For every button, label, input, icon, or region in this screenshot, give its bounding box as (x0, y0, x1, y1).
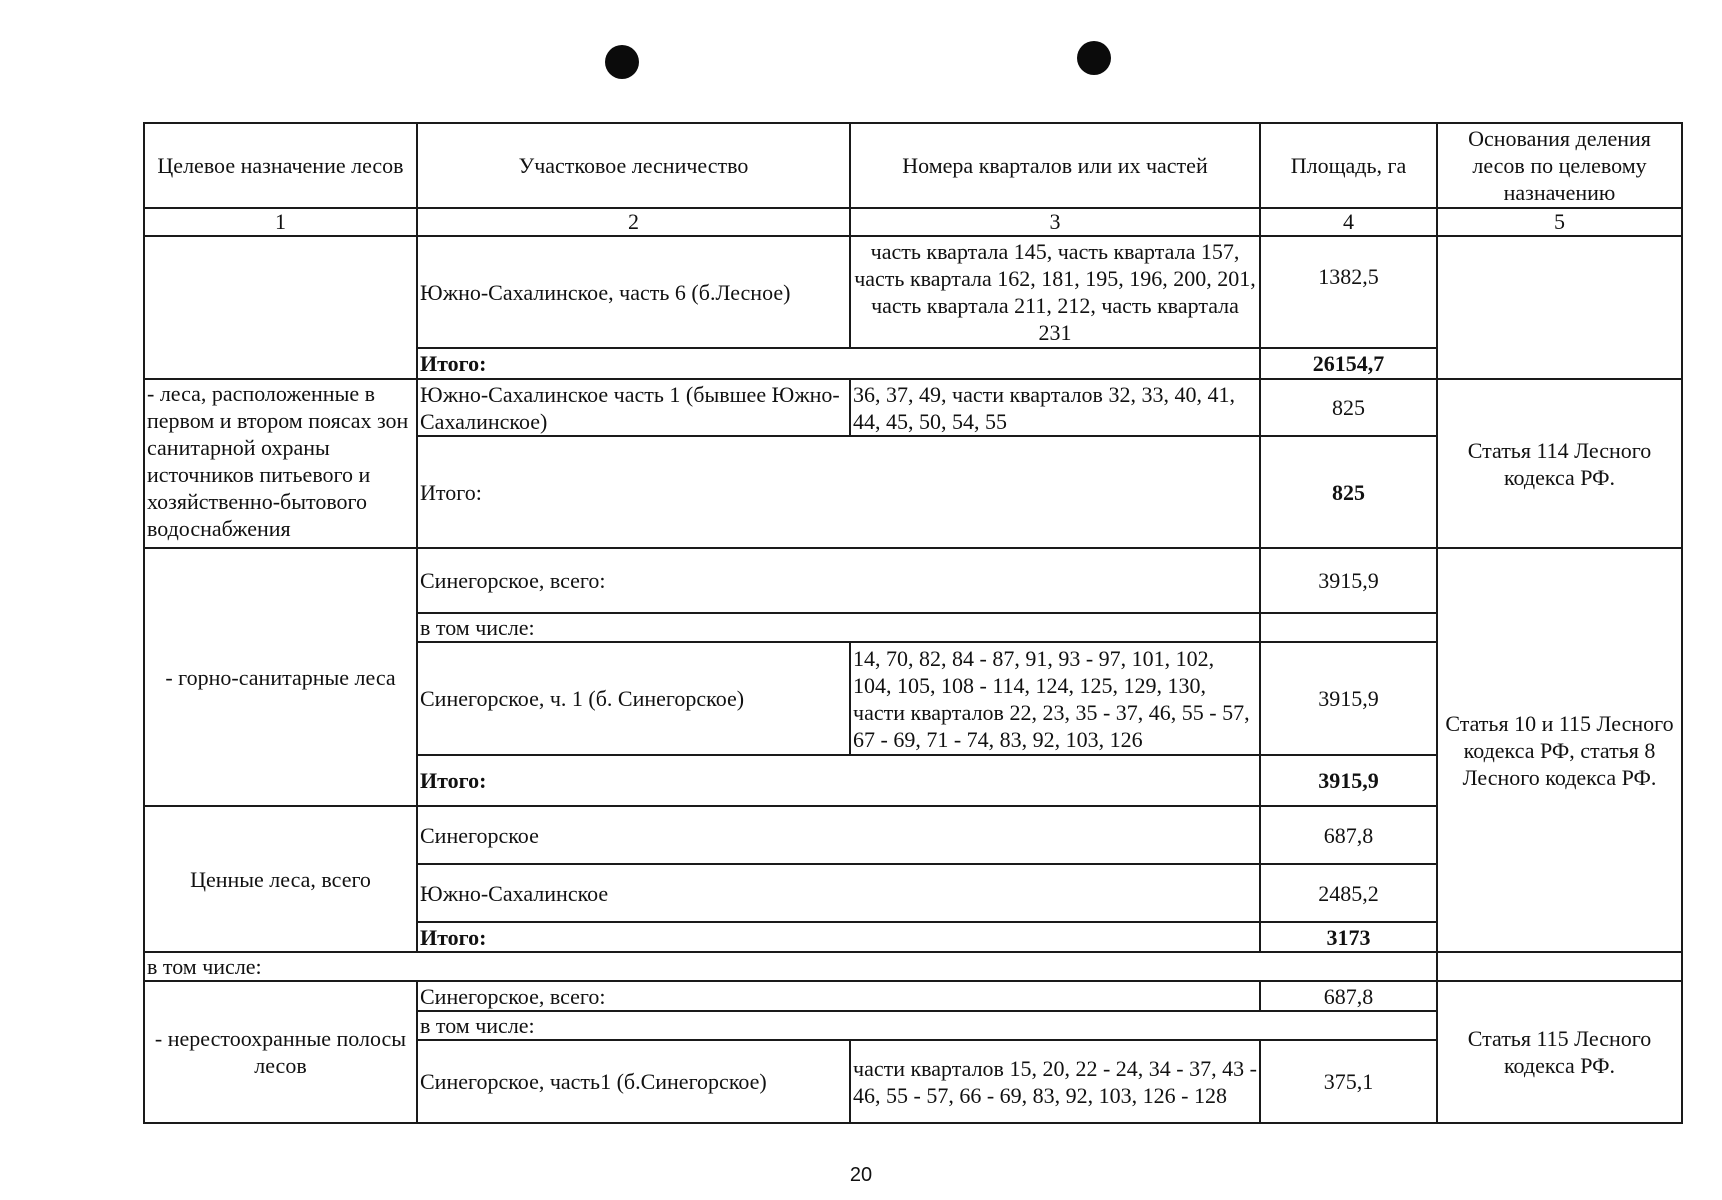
col-number-4: 4 (1260, 208, 1437, 236)
forestry-cell: Южно-Сахалинское часть 1 (бывшее Южно-Сахалинское) (417, 379, 850, 436)
header-basis: Основания деления лесов по целевому назначению (1437, 123, 1682, 208)
forestry-cell: Синегорское, часть1 (б.Синегорское) (417, 1040, 850, 1123)
col-number-3: 3 (850, 208, 1260, 236)
total-label: Итого: (417, 348, 1260, 379)
table-row (144, 981, 1682, 1011)
header-row (144, 123, 1682, 208)
forestry-cell: Синегорское, ч. 1 (б. Синегорское) (417, 642, 850, 755)
total-area: 3915,9 (1260, 755, 1437, 806)
subheading-row (144, 952, 1682, 981)
purpose-cell: Ценные леса, всего (144, 806, 417, 952)
area-cell: 375,1 (1260, 1040, 1437, 1123)
forest-purpose-table (143, 122, 1683, 1124)
purpose-cell: - горно-санитарные леса (144, 548, 417, 806)
quarters-cell: 36, 37, 49, части кварталов 32, 33, 40, 41, 44, 45, 50, 54, 55 (850, 379, 1260, 436)
area-cell-empty (1260, 613, 1437, 642)
basis-cell: Статья 114 Лесного кодекса РФ. (1437, 379, 1682, 548)
total-label: Итого: (417, 755, 1260, 806)
quarters-cell: 14, 70, 82, 84 - 87, 91, 93 - 97, 101, 102, 104, 105, 108 - 114, 124, 125, 129, 130, части кварталов 22, 23, 35 - 37, 46, 55 - 57, 67 - 69, 71 - 74, 83, 92, 103, 126 (850, 642, 1260, 755)
total-label: Итого: (417, 436, 1260, 548)
punch-hole-right (1077, 41, 1111, 75)
forestry-cell: Синегорское (417, 806, 1260, 864)
basis-cell-empty (1437, 236, 1682, 379)
area-cell: 1382,5 (1260, 236, 1437, 348)
table-row (144, 548, 1682, 613)
total-area: 825 (1260, 436, 1437, 548)
total-label: Итого: (417, 922, 1260, 952)
forestry-cell: Синегорское, всего: (417, 981, 1260, 1011)
quarters-cell: часть квартала 145, часть квартала 157, часть квартала 162, 181, 195, 196, 200, 201, часть квартала 211, 212, часть квартала 231 (850, 236, 1260, 348)
punch-hole-left (605, 45, 639, 79)
header-purpose: Целевое назначение лесов (144, 123, 417, 208)
quarters-cell: части кварталов 15, 20, 22 - 24, 34 - 37, 43 - 46, 55 - 57, 66 - 69, 83, 92, 103, 126 - 128 (850, 1040, 1260, 1123)
subheading-label: в том числе: (144, 952, 1437, 981)
col-number-5: 5 (1437, 208, 1682, 236)
forestry-cell: Южно-Сахалинское (417, 864, 1260, 922)
purpose-cell: - нерестоохранные полосы лесов (144, 981, 417, 1123)
header-forestry: Участковое лесничество (417, 123, 850, 208)
subheading-label: в том числе: (417, 1011, 1437, 1040)
column-number-row (144, 208, 1682, 236)
area-cell: 687,8 (1260, 806, 1437, 864)
basis-cell-empty (1437, 952, 1682, 981)
total-area: 26154,7 (1260, 348, 1437, 379)
header-quarters: Номера кварталов или их частей (850, 123, 1260, 208)
table-row (144, 236, 1682, 348)
page-number: 20 (849, 1164, 873, 1186)
basis-cell: Статья 10 и 115 Лесного кодекса РФ, статья 8 Лесного кодекса РФ. (1437, 548, 1682, 952)
area-cell: 3915,9 (1260, 642, 1437, 755)
area-cell: 687,8 (1260, 981, 1437, 1011)
purpose-cell-empty (144, 236, 417, 379)
area-cell: 2485,2 (1260, 864, 1437, 922)
col-number-1: 1 (144, 208, 417, 236)
col-number-2: 2 (417, 208, 850, 236)
forestry-cell: Южно-Сахалинское, часть 6 (б.Лесное) (417, 236, 850, 348)
header-area: Площадь, га (1260, 123, 1437, 208)
forestry-cell: Синегорское, всего: (417, 548, 1260, 613)
purpose-cell: - леса, расположенные в первом и втором поясах зон санитарной охраны источников питьевого и хозяйственно-бытового водоснабжения (144, 379, 417, 548)
area-cell: 3915,9 (1260, 548, 1437, 613)
table-row (144, 379, 1682, 436)
area-cell: 825 (1260, 379, 1437, 436)
basis-cell: Статья 115 Лесного кодекса РФ. (1437, 981, 1682, 1123)
subheading-label: в том числе: (417, 613, 1260, 642)
total-area: 3173 (1260, 922, 1437, 952)
